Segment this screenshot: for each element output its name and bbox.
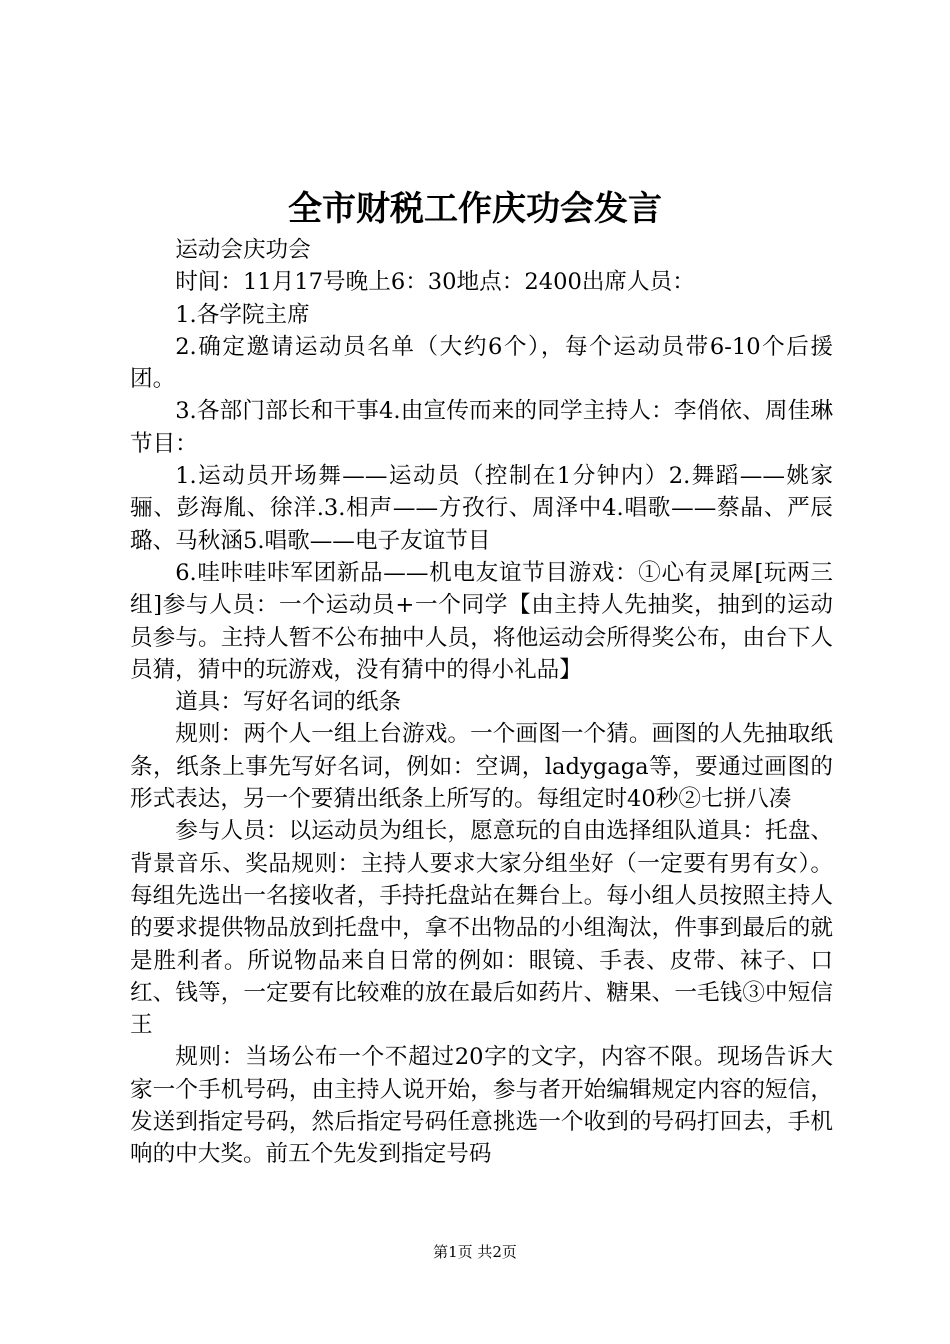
- paragraph-10: 参与人员：以运动员为组长，愿意玩的自由选择组队道具：托盘、背景音乐、奖品规则：主持人要求大家分组坐好（一定要有男有女）。每组先选出一名接收者，手持托盘站在舞台上。每小组人员按照主持人的要求提供物品放到托盘中，拿不出物品的小组淘汰，件事到最后的就是胜利者。所说物品来自日常的例如：眼镜、手表、皮带、袜子、口红、钱等，一定要有比较难的放在最后如药片、糖果、一毛钱③中短信王: [130, 818, 833, 1039]
- paragraph-8: 道具：写好名词的纸条: [175, 689, 402, 716]
- paragraph-4: 2.确定邀请运动员名单（大约6个），每个运动员带6-10个后援团。: [130, 333, 833, 393]
- paragraph-2: 时间：11月17号晚上6：30地点：2400出席人员：: [175, 269, 695, 296]
- page-footer: 第1页 共2页: [433, 1243, 517, 1261]
- paragraph-5: 3.各部门部长和干事4.由宣传而来的同学主持人：李俏依、周佳琳节目：: [130, 398, 833, 457]
- paragraph-1: 运动会庆功会: [175, 237, 311, 263]
- paragraph-11: 规则：当场公布一个不超过20字的文字，内容不限。现场告诉大家一个手机号码，由主持人说开始，参与者开始编辑规定内容的短信，发送到指定号码，然后指定号码任意挑选一个收到的号码打回去，手机响的中大奖。前五个先发到指定号码: [130, 1044, 833, 1168]
- paragraph-9: 规则：两个人一组上台游戏。一个画图一个猜。画图的人先抽取纸条，纸条上事先写好名词，例如：空调，ladygaga等，要通过画图的形式表达，另一个要猜出纸条上所写的。每组定时40秒②七拼八凑: [130, 721, 833, 813]
- paragraph-3: 1.各学院主席: [175, 301, 310, 328]
- paragraph-7: 6.哇咔哇咔军团新品——机电友谊节目游戏：①心有灵犀[玩两三组]参与人员：一个运动员+一个同学【由主持人先抽奖，抽到的运动员参与。主持人暂不公布抽中人员，将他运动会所得奖公布，由台下人员猜，猜中的玩游戏，没有猜中的得小礼品】: [130, 559, 833, 683]
- paragraph-6: 1.运动员开场舞——运动员（控制在1分钟内）2.舞蹈——姚家骊、彭海胤、徐洋.3.相声——方孜行、周泽中4.唱歌——蔡晶、严辰璐、马秋涵5.唱歌——电子友谊节目: [130, 463, 833, 554]
- document-title: 全市财税工作庆功会发言: [288, 189, 662, 229]
- document-body: [130, 234, 833, 1171]
